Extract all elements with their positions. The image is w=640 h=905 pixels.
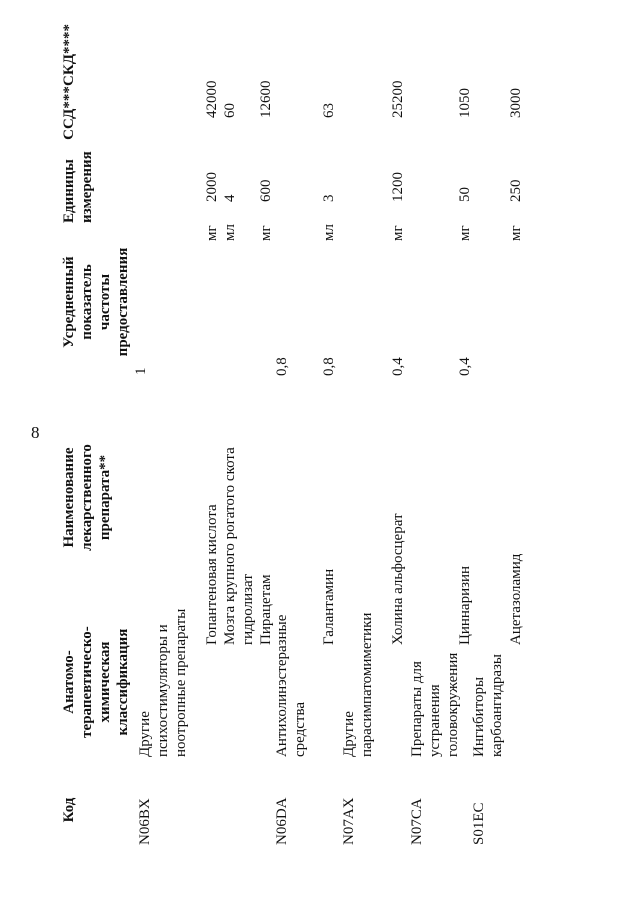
row-atc: Антихолинэстеразные средства — [274, 614, 308, 757]
skd-value: 1050 — [457, 88, 473, 118]
unit-value: мг — [258, 225, 274, 241]
ssd-value: 250 — [508, 179, 524, 202]
ssd-value: 4 — [222, 194, 238, 202]
skd-value: 25200 — [390, 80, 406, 118]
skd-value: 42000 — [204, 80, 220, 118]
drug-name: Гопантеновая кислота — [204, 504, 220, 645]
drug-name: Холина альфосцерат — [390, 513, 406, 645]
rotated-table — [60, 23, 540, 875]
row-atc: Другие парасимпатомиметики — [341, 612, 375, 757]
ssd-value: 50 — [457, 187, 473, 202]
skd-value: 3000 — [508, 88, 524, 118]
drug-name: Циннаризин — [457, 565, 473, 645]
header-unit: Единицы измерения — [61, 151, 95, 223]
ssd-value: 1200 — [390, 172, 406, 202]
header-ssd: ССД*** — [61, 86, 77, 140]
unit-value: мг — [508, 225, 524, 241]
drug-name: Ацетазоламид — [508, 553, 524, 645]
header-frequency: Усредненный показатель частоты предоставления — [61, 247, 131, 357]
row-atc: Ингибиторы карбоангидразы — [471, 653, 505, 757]
skd-value: 12600 — [258, 80, 274, 118]
header-drug: Наименование лекарственного препарата** — [61, 444, 113, 551]
row-code: N06BX — [137, 798, 153, 845]
row-code: N06DA — [274, 797, 290, 845]
ssd-value: 600 — [258, 179, 274, 202]
ssd-value: 2000 — [204, 172, 220, 202]
frequency-value: 0,8 — [274, 357, 290, 376]
header-skd: СКД**** — [61, 23, 77, 87]
row-code: N07CA — [409, 798, 425, 845]
drug-name: Мозга крупного рогатого скота гидролизат — [222, 447, 256, 645]
skd-value: 60 — [222, 103, 238, 118]
header-code: Код — [61, 797, 77, 823]
frequency-total: 1 — [133, 367, 149, 375]
unit-value: мл — [321, 224, 337, 241]
unit-value: мг — [390, 225, 406, 241]
ssd-value: 3 — [321, 194, 337, 202]
unit-value: мл — [222, 224, 238, 241]
row-code: S01EC — [471, 802, 487, 845]
unit-value: мг — [204, 225, 220, 241]
frequency-value: 0,4 — [390, 357, 406, 376]
drug-name: Галантамин — [321, 568, 337, 645]
row-atc: Препараты для устранения головокружения — [409, 652, 461, 757]
skd-value: 63 — [321, 103, 337, 118]
frequency-value: 0,4 — [457, 357, 473, 376]
drug-name: Пирацетам — [258, 574, 274, 645]
row-code: N07AX — [341, 797, 357, 845]
header-atc: Анатомо-терапевтическо-химическая классификация — [61, 626, 131, 738]
unit-value: мг — [457, 225, 473, 241]
row-atc: Другие психостимуляторы и ноотропные препараты — [137, 608, 189, 757]
page-number: 8 — [31, 423, 40, 442]
frequency-value: 0,8 — [321, 357, 337, 376]
